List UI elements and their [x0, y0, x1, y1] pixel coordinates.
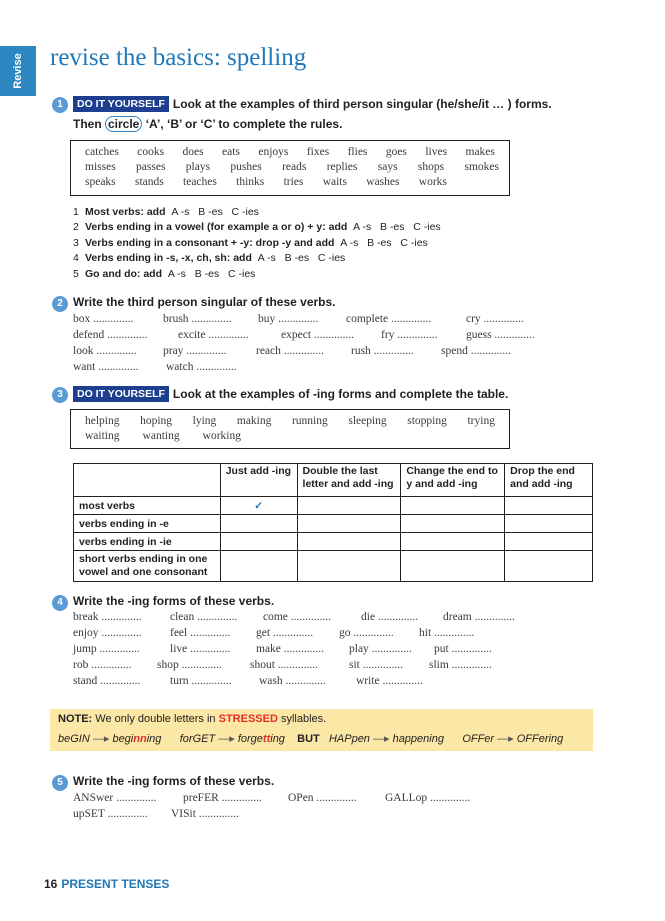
- arrow-icon: —▸: [497, 733, 514, 745]
- exercise-4-instruction: Write the -ing forms of these verbs.: [73, 594, 275, 608]
- gap-fill-row: enjoy .............. feel .............. get .............. go .............. hit ..............: [73, 627, 475, 639]
- word-row: catches cooks does eats enjoys fixes flies goes lives makes: [85, 146, 495, 158]
- do-it-yourself-tag: DO IT YOURSELF: [73, 96, 169, 112]
- exercise-1-instruction-2: Then circle ‘A’, ‘B’ or ‘C’ to complete the rules.: [73, 117, 343, 131]
- ing-word-box: [70, 409, 510, 449]
- answer-cell[interactable]: [505, 533, 593, 551]
- page-title: revise the basics: spelling: [50, 44, 307, 71]
- gap-fill-row: break .............. clean .............. come .............. die .............. dream ..............: [73, 611, 515, 623]
- exercise-1-instruction: [73, 96, 552, 112]
- answer-cell[interactable]: [401, 533, 505, 551]
- exercise-1-line1: Look at the examples of third person singular (he/she/it … ) forms.: [172, 97, 552, 111]
- exercise-1-number: 1: [52, 97, 68, 113]
- note-text: NOTE: We only double letters in STRESSED syllables.: [58, 713, 327, 725]
- answer-cell[interactable]: [297, 551, 401, 582]
- answer-cell[interactable]: [505, 515, 593, 533]
- answer-cell[interactable]: [505, 497, 593, 515]
- answer-cell[interactable]: [220, 533, 297, 551]
- table-row-label: short verbs ending in one vowel and one consonant: [74, 551, 221, 582]
- arrow-icon: —▸: [92, 733, 110, 745]
- exercise-2-number: 2: [52, 296, 68, 312]
- gap-fill-row: box .............. brush .............. buy .............. complete .............. cry ..............: [73, 313, 524, 325]
- gap-fill-row: jump .............. live .............. make .............. play .............. put ..............: [73, 643, 492, 655]
- do-it-yourself-tag: DO IT YOURSELF: [73, 386, 169, 402]
- rule-item: 1 Most verbs: add A -s B -es C -ies: [73, 206, 259, 218]
- answer-cell[interactable]: [401, 497, 505, 515]
- ing-rules-table: [73, 463, 593, 582]
- section-side-tab: [0, 46, 36, 96]
- gap-fill-row: rob .............. shop .............. shout .............. sit .............. slim ..............: [73, 659, 492, 671]
- gap-fill-row: want .............. watch ..............: [73, 361, 237, 373]
- word-row: speaks stands teaches thinks tries waits washes works: [85, 176, 447, 188]
- gap-fill-row: defend .............. excite .............. expect .............. fry .............. guess ..............: [73, 329, 535, 341]
- arrow-icon: —▸: [372, 733, 390, 745]
- table-header: Drop the end and add -ing: [505, 464, 593, 497]
- answer-cell[interactable]: [505, 551, 593, 582]
- answer-cell[interactable]: [220, 551, 297, 582]
- rule-item: 5 Go and do: add A -s B -es C -ies: [73, 268, 256, 280]
- third-person-word-box: [70, 140, 510, 196]
- gap-fill-row: upSET .............. VISit ..............: [73, 808, 240, 820]
- exercise-5-number: 5: [52, 775, 68, 791]
- rule-item: 4 Verbs ending in -s, -x, ch, sh: add A -s B -es C -ies: [73, 252, 346, 264]
- word-row: misses passes plays pushes reads replies says shops smokes: [85, 161, 499, 173]
- gap-fill-row: ANSwer .............. preFER .............. OPen .............. GALLop ..............: [73, 792, 471, 804]
- exercise-3-number: 3: [52, 387, 68, 403]
- table-row-label: verbs ending in -e: [74, 515, 221, 533]
- check-mark: ✓: [220, 497, 297, 515]
- section-name: PRESENT TENSES: [61, 877, 170, 891]
- gap-fill-row: look .............. pray .............. reach .............. rush .............. spend ..............: [73, 345, 511, 357]
- exercise-3-instruction: DO IT YOURSELF Look at the examples of -ing forms and complete the table.: [73, 386, 508, 402]
- table-header: Just add -ing: [220, 464, 297, 497]
- answer-cell[interactable]: [297, 533, 401, 551]
- rule-item: 3 Verbs ending in a consonant + -y: drop -y and add A -s B -es C -ies: [73, 237, 428, 249]
- note-examples: beGIN —▸ beginning forGET —▸ forgetting BUT HAPpen —▸ happening OFFer —▸ OFFering: [58, 733, 564, 745]
- gap-fill-row: stand .............. turn .............. wash .............. write ..............: [73, 675, 423, 687]
- answer-cell[interactable]: [401, 515, 505, 533]
- answer-cell[interactable]: [401, 551, 505, 582]
- table-row-label: most verbs: [74, 497, 221, 515]
- answer-cell[interactable]: [297, 497, 401, 515]
- table-corner-cell: [74, 464, 221, 497]
- table-header: Double the last letter and add -ing: [297, 464, 401, 497]
- page-footer: [44, 877, 169, 891]
- rule-item: 2 Verbs ending in a vowel (for example a or o) + y: add A -s B -es C -ies: [73, 221, 441, 233]
- answer-cell[interactable]: [220, 515, 297, 533]
- answer-cell[interactable]: [297, 515, 401, 533]
- exercise-5-instruction: Write the -ing forms of these verbs.: [73, 774, 275, 788]
- arrow-icon: —▸: [218, 733, 235, 745]
- exercise-4-number: 4: [52, 595, 68, 611]
- table-header: Change the end to y and add -ing: [401, 464, 505, 497]
- side-tab-label: Revise: [12, 53, 24, 89]
- word-row: waiting wanting working: [85, 430, 241, 442]
- table-row-label: verbs ending in -ie: [74, 533, 221, 551]
- page-number: 16: [44, 877, 58, 891]
- word-row: helping hoping lying making running sleeping stopping trying: [85, 415, 495, 427]
- circle-word: circle: [105, 116, 142, 132]
- exercise-2-instruction: Write the third person singular of these verbs.: [73, 295, 336, 309]
